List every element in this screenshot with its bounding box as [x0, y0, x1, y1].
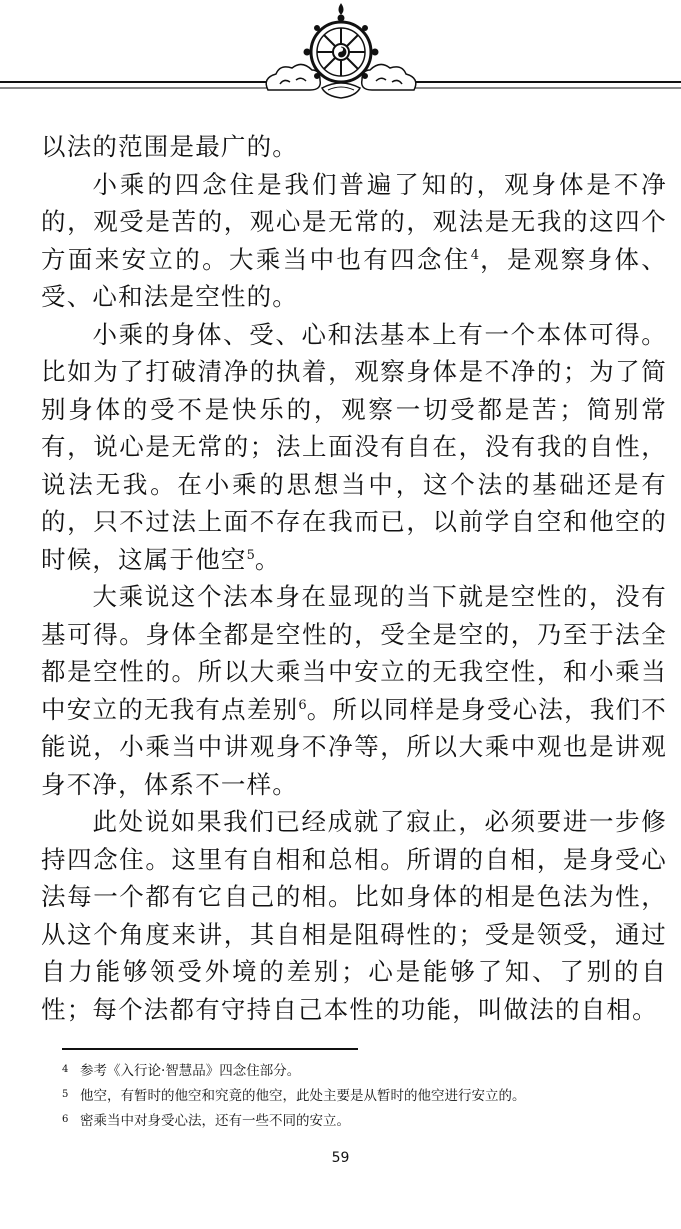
footnote-item: [62, 1108, 662, 1133]
paragraph-text: 。所以同样是身受心法，我们不能说，小乘当中讲观身不净等，所以大乘中观也是讲观身不净，体系不一样。: [41, 694, 667, 799]
footnote-item: [62, 1083, 662, 1108]
paragraph-text: 小乘的四念住是我们普遍了知的，观身体是不净的，观受是苦的，观心是无常的，观法是无我的这四个方面来安立的。大乘当中也有四念住: [41, 169, 667, 274]
page-number: 59: [331, 1150, 350, 1166]
footnote-number: 4: [62, 1064, 69, 1075]
paragraph: [41, 803, 667, 1028]
footnote-number: 5: [62, 1089, 69, 1100]
footnote-divider: [62, 1048, 358, 1050]
header-ornament: [0, 0, 681, 120]
paragraph-text: 以法的范围是最广的。: [41, 132, 298, 161]
paragraph-text: ，是观察身体、受、心和法是空性的。: [41, 244, 667, 311]
footnote-text: 参考《入行论·智慧品》四念住部分。: [80, 1063, 301, 1079]
paragraph-text: 大乘说这个法本身在显现的当下就是空性的，没有基可得。身体全都是空性的，受全是空的，乃至于法全都是空性的。所以大乘当中安立的无我空性，和小乘当中安立的无我有点差别: [41, 582, 667, 724]
paragraph: [41, 128, 667, 166]
footnote-text: 他空，有暂时的他空和究竟的他空，此处主要是从暂时的他空进行安立的。: [80, 1088, 526, 1104]
footnote-item: [62, 1058, 662, 1083]
footnote-ref[interactable]: 6: [298, 697, 307, 713]
paragraph: [41, 316, 667, 579]
footnote-ref[interactable]: 5: [246, 547, 255, 563]
paragraph: [41, 578, 667, 803]
paragraph: [41, 166, 667, 316]
cloud-right-icon: [362, 64, 416, 90]
footnotes: [62, 1058, 662, 1133]
footnote-number: 6: [62, 1114, 69, 1125]
paragraph-text: 小乘的身体、受、心和法基本上有一个本体可得。比如为了打破清净的执着，观察身体是不净的；为了简别身体的受不是快乐的，观察一切受都是苦；简别常有，说心是无常的；法上面没有自在，没有我的自性，说法无我。在小乘的思想当中，这个法的基础还是有的，只不过法上面不存在我而已，以前学自空和他空的时候，这属于他空: [41, 319, 667, 574]
main-text: [41, 128, 667, 1028]
cloud-left-icon: [266, 64, 320, 90]
footnote-ref[interactable]: 4: [470, 247, 479, 263]
paragraph-text: 。: [254, 544, 281, 574]
paragraph-text: 此处说如果我们已经成就了寂止，必须要进一步修持四念住。这里有自相和总相。所谓的自相，是身受心法每一个都有它自己的相。比如身体的相是色法为性，从这个角度来讲，其自相是阻碍性的；受是领受，通过自力能够领受外境的差别；心是能够了知、了别的自性；每个法都有守持自己本性的功能，叫做法的自相。: [41, 807, 667, 1024]
footnote-text: 密乘当中对身受心法，还有一些不同的安立。: [80, 1113, 350, 1129]
